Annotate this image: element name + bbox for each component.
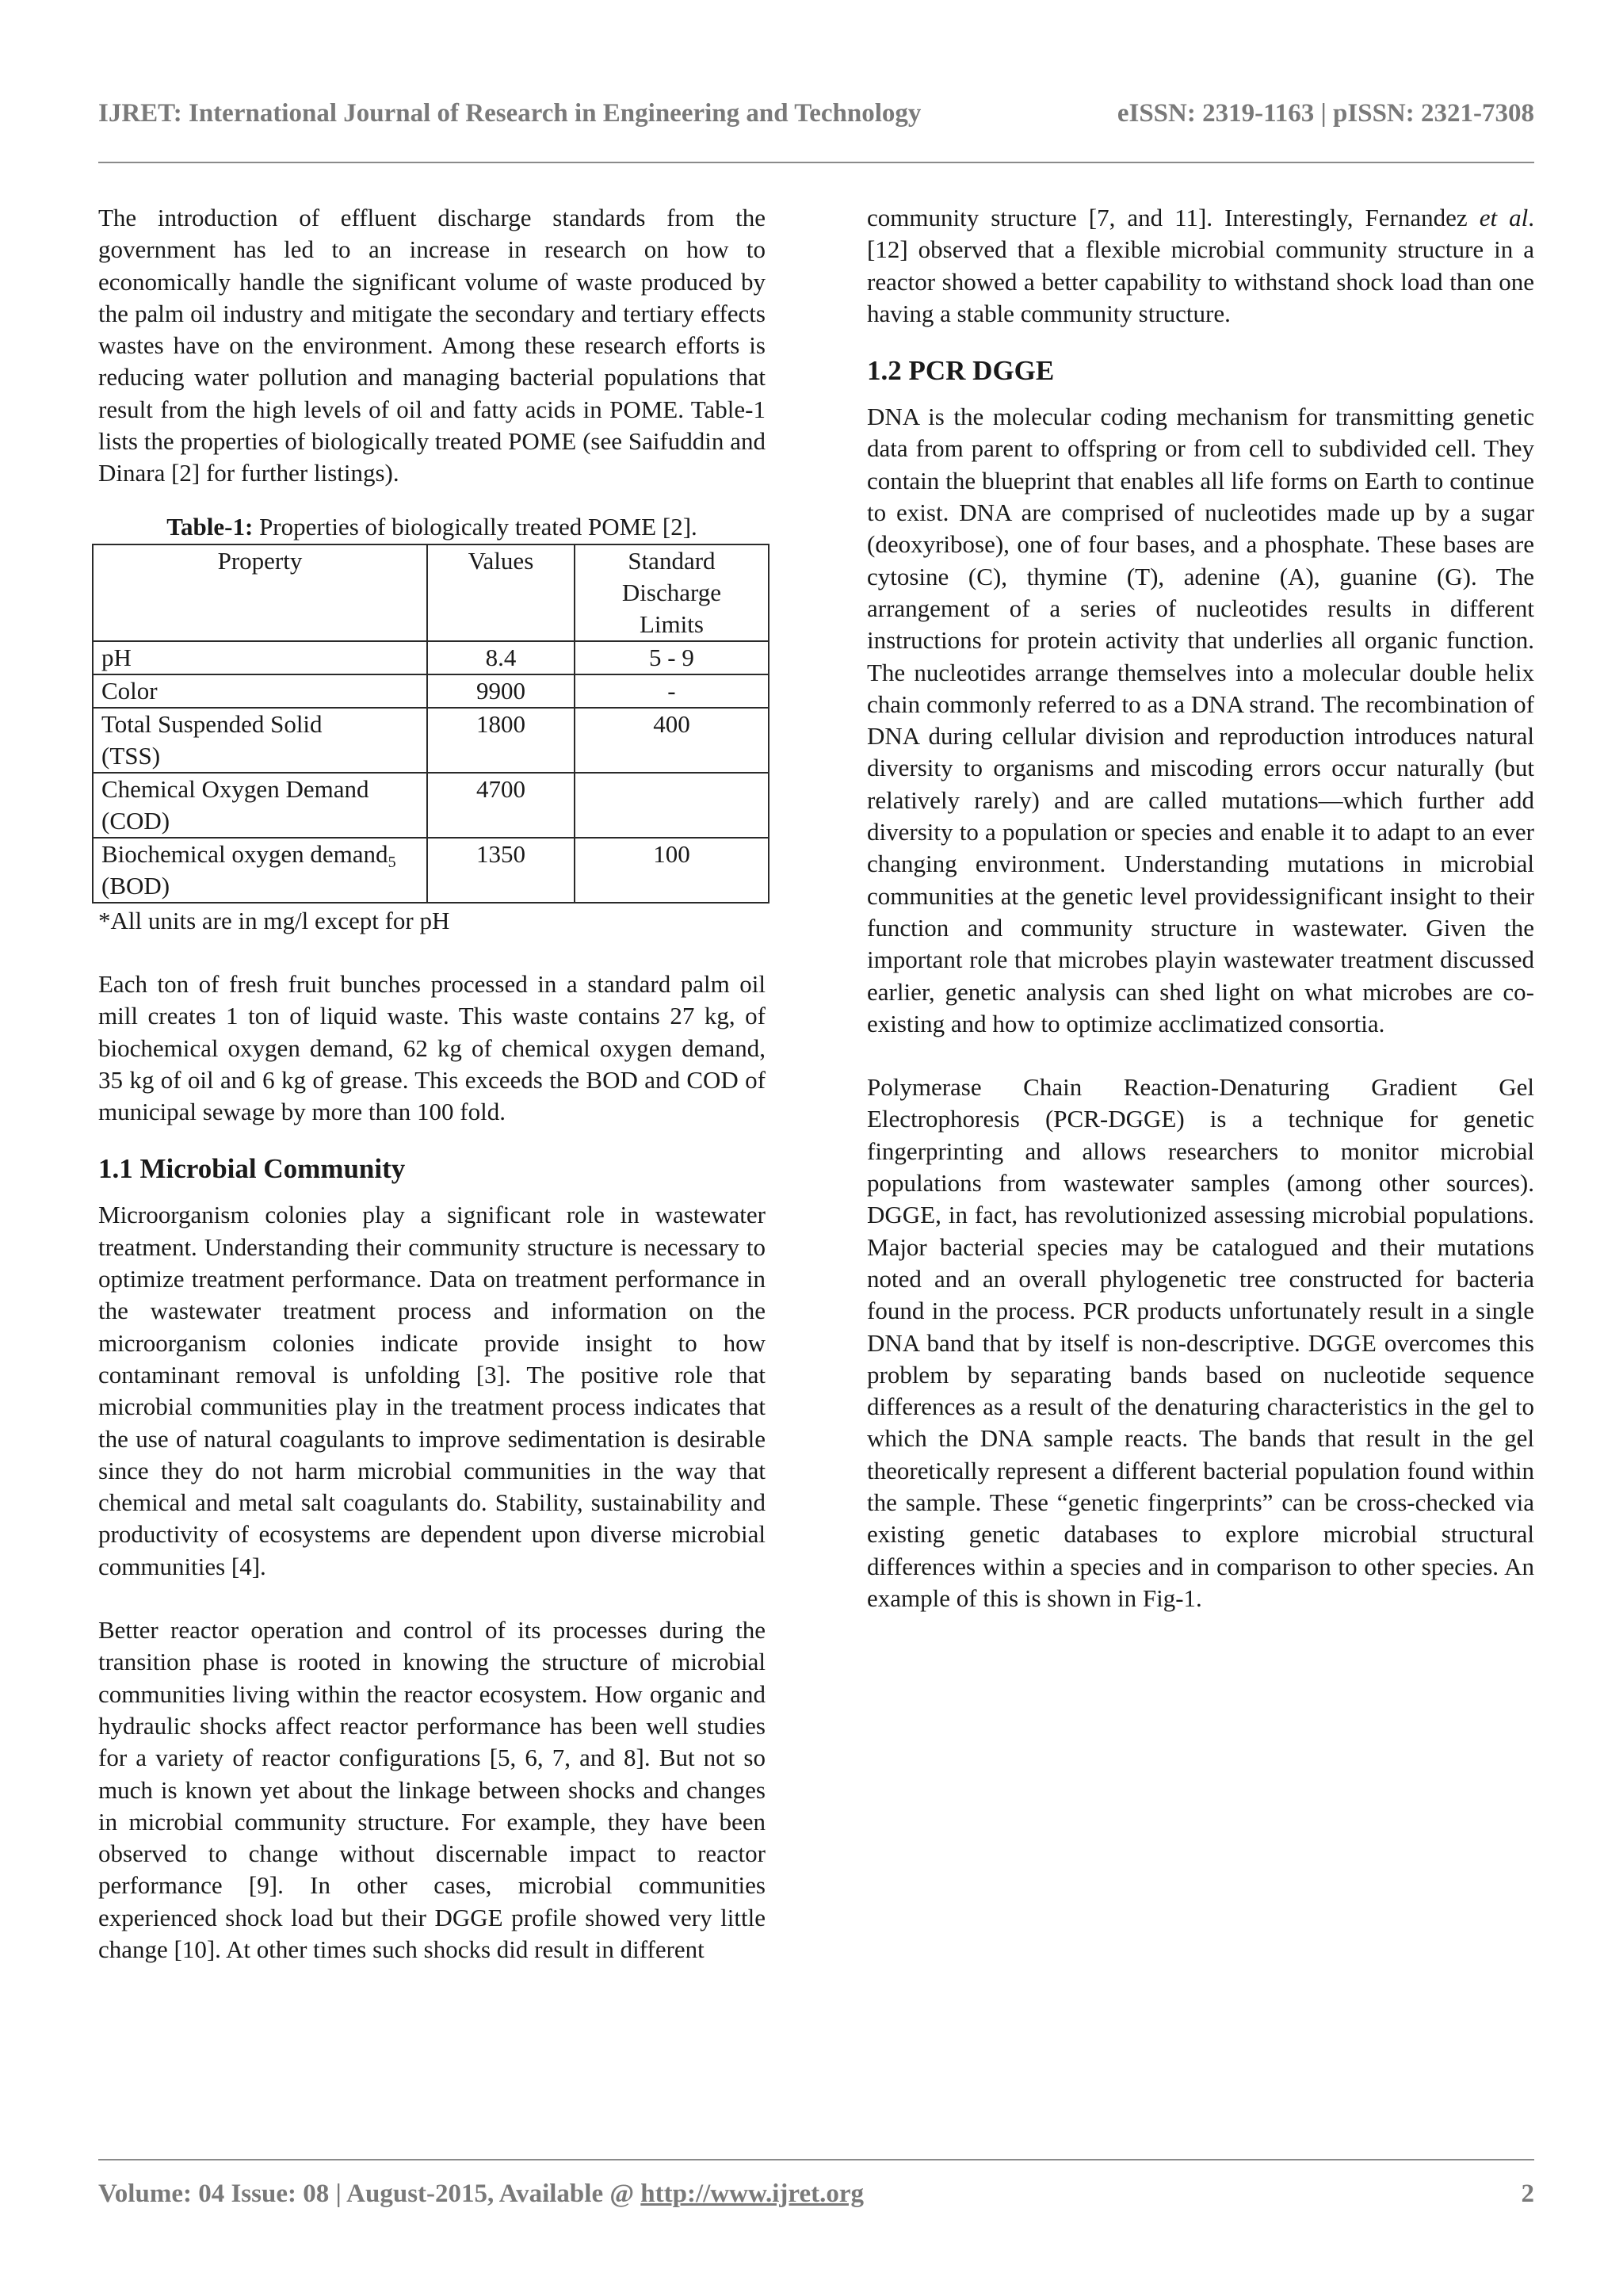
journal-title: IJRET: International Journal of Research in Engineering and Technology (98, 99, 922, 128)
page-footer (98, 2179, 1534, 2209)
table-header-limits: Standard Discharge Limits (575, 544, 769, 641)
table-caption (98, 512, 766, 542)
cell-value: 1800 (427, 708, 575, 773)
table-caption-label: Table-1: (166, 512, 254, 541)
waste-paragraph: Each ton of fresh fruit bunches processed in a standard palm oil mill creates 1 ton of liquid waste. This waste contains 27 kg, of biochemical oxygen demand, 62 kg of chemical oxygen demand, 35 kg of oil and 6 kg of grease. This exceeds the BOD and COD of municipal sewage by more than 100 fold. (98, 969, 766, 1126)
volume-info: Volume: 04 Issue: 08 | August-2015, Available @ http://www.ijret.org (98, 2179, 864, 2208)
intro-paragraph: The introduction of effluent discharge standards from the government has led to an increase in research on how to economically handle the significant volume of waste produced by the palm oil industry and mitigate the secondary and tertiary effects wastes have on the environment. Among these research efforts is reducing water pollution and managing bacterial populations that result from the high levels of oil and fatty acids in POME. Table-1 lists the properties of biologically treated POME (see Saifuddin and Dinara [2] for further listings). (98, 204, 766, 487)
left-column (98, 202, 766, 1966)
reactor-paragraph: Better reactor operation and control of its processes during the transition phase is rooted in knowing the structure of microbial communities living within the reactor ecosystem. How organic and hydraulic shocks affect reactor performance has been well studies for a variety of reactor configurations [5, 6, 7, and 8]. But not so much is known yet about the linkage between shocks and changes in microbial community structure. For example, they have been observed to change without discernable impact to reactor performance [9]. In other cases, microbial communities experienced shock load but their DGGE profile showed very little change [10]. At other times such shocks did result in different (98, 1616, 766, 1963)
cell-limit (575, 773, 769, 838)
cell-limit: 400 (575, 708, 769, 773)
table-row (93, 674, 769, 708)
table-header-row (93, 544, 769, 641)
pome-properties-table (92, 544, 769, 904)
table-footnote: *All units are in mg/l except for pH (98, 906, 450, 934)
table-row (93, 838, 769, 903)
section-heading-microbial-community: 1.1 Microbial Community (98, 1153, 406, 1185)
table-header-property: Property (93, 544, 427, 641)
table-row (93, 773, 769, 838)
cell-limit: 100 (575, 838, 769, 903)
table-row (93, 708, 769, 773)
cell-limit: - (575, 674, 769, 708)
page-number: 2 (1521, 2179, 1534, 2208)
page-header (98, 99, 1534, 128)
footer-divider (98, 2159, 1534, 2160)
cell-value: 9900 (427, 674, 575, 708)
cell-limit: 5 - 9 (575, 641, 769, 674)
table-row (93, 641, 769, 674)
cell-property: pH (93, 641, 427, 674)
dna-paragraph: DNA is the molecular coding mechanism for transmitting genetic data from parent to offspring or from cell to subdivided cell. They contain the blueprint that enables all life forms on Earth to continue to exist. DNA are comprised of nucleotides made up by a sugar (deoxyribose), one of four bases, and a phosphate. These bases are cytosine (C), thymine (T), adenine (A), guanine (G). The arrangement of a series of nucleotides results in different instructions for protein activity that underlies all organic function. The nucleotides arrange themselves into a molecular double helix chain commonly referred to as a DNA strand. The recombination of DNA during cellular division and reproduction introduces natural diversity to organisms and miscoding errors occur naturally (but relatively rarely) and are called mutations—which further add diversity to a population or species and enable it to adapt to an ever changing environment. Understanding mutations in microbial communities at the genetic level providessignificant insight to their function and community structure in wastewater. Given the important role that microbes playin wastewater treatment discussed earlier, genetic analysis can shed light on what microbes are co-existing and how to optimize acclimatized consortia. (867, 403, 1534, 1037)
issn-info: eISSN: 2319-1163 | pISSN: 2321-7308 (1117, 99, 1534, 128)
section-heading-pcr-dgge: 1.2 PCR DGGE (867, 355, 1055, 387)
right-column (867, 202, 1534, 1614)
header-divider (98, 162, 1534, 163)
cell-property: Chemical Oxygen Demand (COD) (93, 773, 427, 838)
cell-value: 1350 (427, 838, 575, 903)
continuation-paragraph: community structure [7, and 11]. Interestingly, Fernandez et al. [12] observed that a flexible microbial community structure in a reactor showed a better capability to withstand shock load than one having a stable community structure. (867, 204, 1534, 327)
microbial-paragraph: Microorganism colonies play a significant role in wastewater treatment. Understanding their community structure is necessary to optimize treatment performance. Data on treatment performance in the wastewater treatment process and information on the microorganism colonies indicate provide insight to how contaminant removal is unfolding [3]. The positive role that microbial communities play in the treatment process indicates that the use of natural coagulants to improve sedimentation is desirable since they do not harm microbial communities in the way that chemical and metal salt coagulants do. Stability, sustainability and productivity of ecosystems are dependent upon diverse microbial communities [4]. (98, 1201, 766, 1580)
pcr-dgge-paragraph: Polymerase Chain Reaction-Denaturing Gradient Gel Electrophoresis (PCR-DGGE) is a technique for genetic fingerprinting and allows researchers to monitor microbial populations from wastewater samples (among other sources). DGGE, in fact, has revolutionized assessing microbial populations. Major bacterial species may be catalogued and their mutations noted and an overall phylogenetic tree constructed for bacteria found in the process. PCR products unfortunately result in a single DNA band that by itself is non-descriptive. DGGE overcomes this problem by separating bands based on nucleotide sequence differences as a result of the denaturing characteristics in the gel to which the DNA sample reacts. The bands that result in the gel theoretically represent a different bacterial population found within the sample. These “genetic fingerprints” can be cross-checked via existing genetic databases to explore microbial structural differences within a species and in comparison to other species. An example of this is shown in Fig-1. (867, 1073, 1534, 1612)
cell-property: Total Suspended Solid (TSS) (93, 708, 427, 773)
table-header-values: Values (427, 544, 575, 641)
cell-value: 4700 (427, 773, 575, 838)
journal-link[interactable]: http://www.ijret.org (640, 2179, 864, 2208)
cell-property: Biochemical oxygen demand$_5$ (BOD) (93, 838, 427, 903)
cell-property: Color (93, 674, 427, 708)
cell-value: 8.4 (427, 641, 575, 674)
table-caption-text: Properties of biologically treated POME [2]. (253, 512, 697, 541)
